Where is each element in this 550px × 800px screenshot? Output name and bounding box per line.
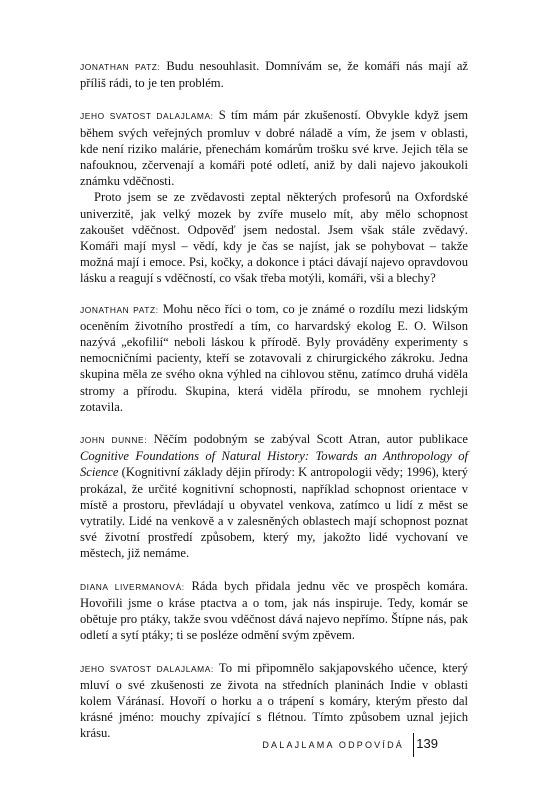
paragraph-text: To mi připomnělo sakjapovského učence, který mluví o své zkušenosti ze života na středních planinách Indie v oblasti kolem Váránasí. Hovoří o horku a o trápení s komáry, kterým přesto dal krásné jméno: mouchy zpívající s flétnou. Tímto způsobem uznal jejich krásu. (80, 660, 469, 741)
speaker-name: JEHO SVATOST DALAJLAMA: (80, 663, 214, 674)
speaker-name: JONATHAN PATZ: (80, 304, 159, 315)
speaker-name: JONATHAN PATZ: (80, 62, 161, 72)
paragraph-text: Mohu něco říci o tom, co je známé o rozdílu mezi lidským oceněním životního prostředí a tím, co harvardský ekolog E. O. Wilson nazývá „ekofilií“ neboli láskou k přírodě. Byly prováděny experimenty s nemocničními pacienty, kteří se zotavovali z chirurgického zákroku. Jedna skupina měla ze svého okna výhled na cihlovou stěnu, zatímco druhá viděla stromy a přírodu. Skupina, která viděla přírodu, se mnohem rychleji zotavila. (80, 301, 469, 414)
speaker-name: DIANA LIVERMANOVÁ: (80, 581, 185, 592)
dialogue-paragraph (80, 660, 468, 742)
book-title: Cognitive Foundations of Natural History: Towards an Anthropology of Science (80, 449, 468, 480)
page-body (80, 58, 468, 758)
paragraph-continuation: Proto jsem se ze zvědavosti zeptal některých profesorů na Oxfordské univerzitě, jak velký mozek by zvíře muselo mít, aby mělo schopnost zakoušet vděčnost. Odpověď jsem nedostal. Jsem však stále zvědavý. Komáři mají mysl – vědí, kdy je čas se najíst, jak se pohybovat – takže možná mají i emoce. Psi, kočky, a dokonce i ptáci dávají najevo opravdovou lásku a reagují s vděčností, co však třeba motýli, komáři, vši a blechy? (80, 190, 468, 286)
speaker-name: JEHO SVATOST DALAJLAMA: (80, 111, 214, 122)
paragraph-text: Budu nesouhlasit. Domnívám se, že komáři nás mají až příliš rádi, to je ten problém. (80, 59, 468, 91)
running-title: DALAJLAMA ODPOVÍDÁ (262, 740, 404, 750)
dialogue-paragraph (80, 578, 468, 644)
dialogue-paragraph (80, 58, 468, 91)
dialogue-paragraph (80, 431, 468, 562)
page-number: 139 (416, 736, 438, 751)
speaker-name: JOHN DUNNE: (80, 435, 148, 446)
dialogue-paragraph (80, 301, 468, 415)
paragraph-text: (Kognitivní základy dějin přírody: K antropologii vědy; 1996), který prokázal, že určité kognitivní schopnosti, například schopnost orientace v místě a prostoru, převládají u obyvatel venkova, zatímco u lidí z měst se vytratily. Lidé na venkově a v zalesněných oblastech mají schopnost poznat své životní prostředí způsobem, který my, jakožto lidé vychovaní ve městech, již nemáme. (80, 465, 468, 561)
dialogue-paragraph (80, 107, 468, 286)
page-footer (262, 733, 490, 757)
footer-divider (413, 733, 414, 757)
paragraph-text: Ráda bych přidala jednu věc ve prospěch komára. Hovořili jsme o kráse ptactva a o tom, jak nás inspiruje. Tedy, komár se obětuje pro ptáky, takže svou vděčnost dává najevo nepřímo. Štípne nás, pak odletí a sytí ptáky; ti se posléze odmění svým zpěvem. (80, 578, 468, 643)
paragraph-text: S tím mám pár zkušeností. Obvykle když jsem během svých veřejných promluv v dobré náladě a vím, že jsem v oblasti, kde není riziko malárie, přenechám komárům trošku své krve. Jejich těla se nafouknou, zčervenají a komáři poté odletí, aniž by dali najevo jakoukoli známku vděčnosti. (80, 108, 469, 189)
paragraph-text: Něčím podobným se zabýval Scott Atran, autor publikace (147, 432, 468, 447)
